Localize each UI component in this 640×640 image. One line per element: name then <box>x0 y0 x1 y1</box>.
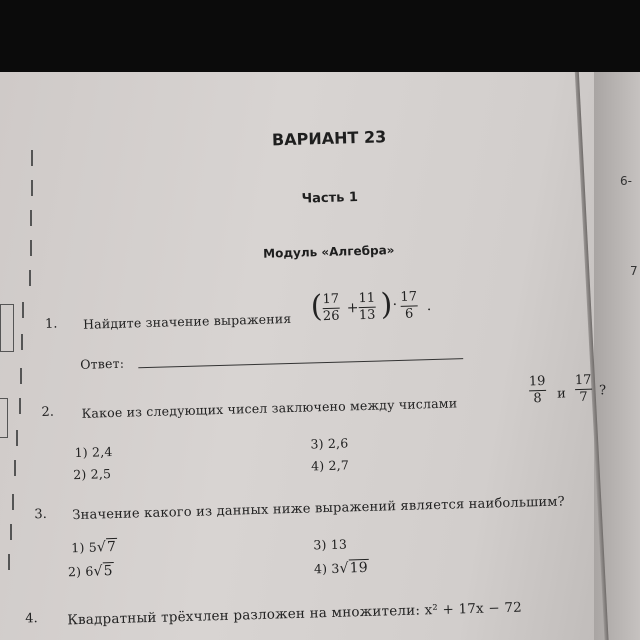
denominator: 26 <box>322 308 340 325</box>
part-title: Часть 1 <box>301 190 359 207</box>
answer-box <box>0 398 8 438</box>
q3-option-2: 2) 6√5 <box>67 563 113 580</box>
q2-option: 3) 2,6 <box>310 435 349 452</box>
paren-close: ) <box>380 287 393 323</box>
denominator: 8 <box>533 391 542 407</box>
q1-fraction-c <box>400 290 417 321</box>
answer-label: Ответ: <box>79 355 125 372</box>
period: . <box>426 298 432 315</box>
margin-mark <box>8 554 10 570</box>
q3-option-4: 4) 3√19 <box>313 559 369 577</box>
q2-option: 1) 2,4 <box>74 444 113 461</box>
q1-number: 1. <box>44 316 58 332</box>
denominator: 7 <box>579 389 588 405</box>
q2-number: 2. <box>41 404 55 420</box>
edge-number: 7 <box>630 264 638 278</box>
plus-sign: + <box>346 300 359 317</box>
module-title: Модуль «Алгебра» <box>262 243 395 261</box>
q2-fraction-1 <box>529 375 546 406</box>
q4-number: 4. <box>25 611 38 627</box>
edge-number: 6- <box>620 174 632 188</box>
q2-option: 2) 2,5 <box>73 466 112 483</box>
q4-text: Квадратный трёхчлен разложен на множители: x² + 17x − 72 <box>67 599 523 629</box>
numerator: 11 <box>358 290 376 307</box>
paren-open: ( <box>310 289 323 325</box>
q3-option-3: 3) 13 <box>313 536 348 553</box>
q3-option-1: 1) 5√7 <box>71 538 117 556</box>
q2-fraction-2 <box>575 374 592 405</box>
q1-fraction-a <box>322 293 339 324</box>
numerator: 17 <box>574 372 592 389</box>
q2-option: 4) 2,7 <box>310 457 350 474</box>
q1-text: Найдите значение выражения <box>82 310 292 332</box>
q2-text: Какое из следующих чисел заключено между числами <box>81 395 458 421</box>
q3-text: Значение какого из данных ниже выражений является наибольшим? <box>72 494 565 524</box>
numerator: 17 <box>322 291 340 308</box>
margin-mark <box>10 524 12 540</box>
and-word: и <box>557 386 567 402</box>
q1-fraction-b <box>358 292 375 323</box>
dot-sign: · <box>392 297 398 314</box>
numerator: 17 <box>400 289 418 305</box>
denominator: 6 <box>404 306 414 322</box>
denominator: 13 <box>358 307 376 324</box>
answer-line[interactable] <box>138 358 463 368</box>
textbook-page <box>0 72 640 640</box>
question-mark: ? <box>598 383 607 399</box>
variant-title: ВАРИАНТ 23 <box>271 127 387 150</box>
q3-number: 3. <box>34 506 47 523</box>
numerator: 19 <box>528 373 546 390</box>
